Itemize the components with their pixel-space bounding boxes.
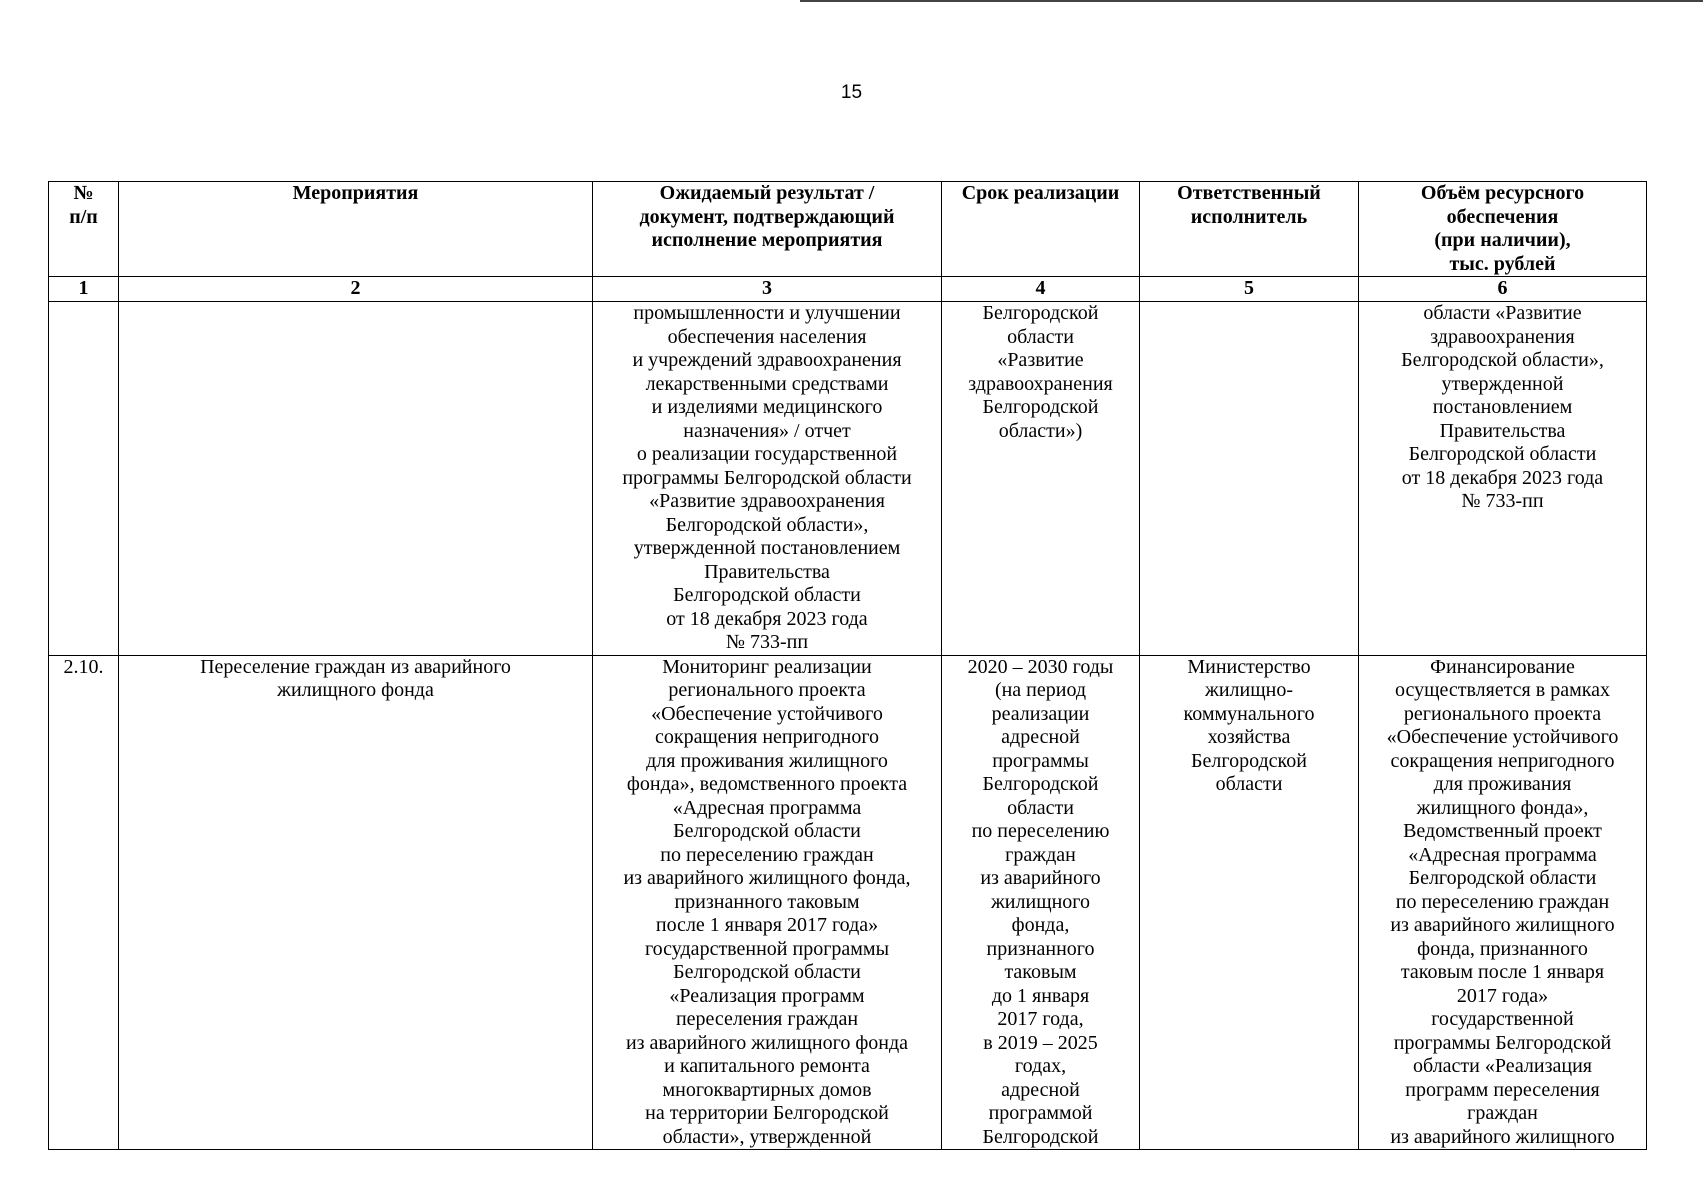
- column-number: 4: [942, 277, 1140, 302]
- column-number: 2: [119, 277, 593, 302]
- row-activity: Переселение граждан из аварийного жилищного фонда: [119, 655, 593, 1150]
- header-resources: Объём ресурсного обеспечения (при наличии), тыс. рублей: [1359, 182, 1647, 277]
- column-number: 5: [1140, 277, 1359, 302]
- header-executor: Ответственный исполнитель: [1140, 182, 1359, 277]
- row-term: Белгородской области «Развитие здравоохранения Белгородской области»): [942, 302, 1140, 656]
- column-number: 3: [593, 277, 942, 302]
- top-scan-rule: [800, 0, 1703, 2]
- activities-table: [48, 181, 1647, 1150]
- row-resources: области «Развитие здравоохранения Белгородской области», утвержденной постановлением Правительства Белгородской области от 18 декабря 2023 года № 733-пп: [1359, 302, 1647, 656]
- column-number: 1: [49, 277, 119, 302]
- header-number: № п/п: [49, 182, 119, 277]
- row-result: Мониторинг реализации регионального проекта «Обеспечение устойчивого сокращения непригодного для проживания жилищного фонда», ведомственного проекта «Адресная программа Белгородской области по переселению граждан из аварийного жилищного фонда, признанного таковым после 1 января 2017 года» государственной программы Белгородской области «Реализация программ переселения граждан из аварийного жилищного фонда и капитального ремонта многоквартирных домов на территории Белгородской области», утвержденной: [593, 655, 942, 1150]
- table-row: [49, 302, 1647, 656]
- row-activity: [119, 302, 593, 656]
- header-term: Срок реализации: [942, 182, 1140, 277]
- row-result: промышленности и улучшении обеспечения населения и учреждений здравоохранения лекарственными средствами и изделиями медицинского назначения» / отчет о реализации государственной программы Белгородской области «Развитие здравоохранения Белгородской области», утвержденной постановлением Правительства Белгородской области от 18 декабря 2023 года № 733-пп: [593, 302, 942, 656]
- row-number: 2.10.: [49, 655, 119, 1150]
- row-number: [49, 302, 119, 656]
- row-resources: Финансирование осуществляется в рамках регионального проекта «Обеспечение устойчивого сокращения непригодного для проживания жилищного фонда», Ведомственный проект «Адресная программа Белгородской области по переселению граждан из аварийного жилищного фонда, признанного таковым после 1 января 2017 года» государственной программы Белгородской области «Реализация программ переселения граждан из аварийного жилищного: [1359, 655, 1647, 1150]
- table-row: [49, 655, 1647, 1150]
- column-number-row: [49, 277, 1647, 302]
- page-number: 15: [840, 82, 863, 103]
- header-expected-result: Ожидаемый результат / документ, подтверждающий исполнение мероприятия: [593, 182, 942, 277]
- row-executor: Министерство жилищно- коммунального хозяйства Белгородской области: [1140, 655, 1359, 1150]
- column-number: 6: [1359, 277, 1647, 302]
- row-executor: [1140, 302, 1359, 656]
- table-header-row: [49, 182, 1647, 277]
- row-term: 2020 – 2030 годы (на период реализации адресной программы Белгородской области по переселению граждан из аварийного жилищного фонда, признанного таковым до 1 января 2017 года, в 2019 – 2025 годах, адресной программой Белгородской: [942, 655, 1140, 1150]
- header-activities: Мероприятия: [119, 182, 593, 277]
